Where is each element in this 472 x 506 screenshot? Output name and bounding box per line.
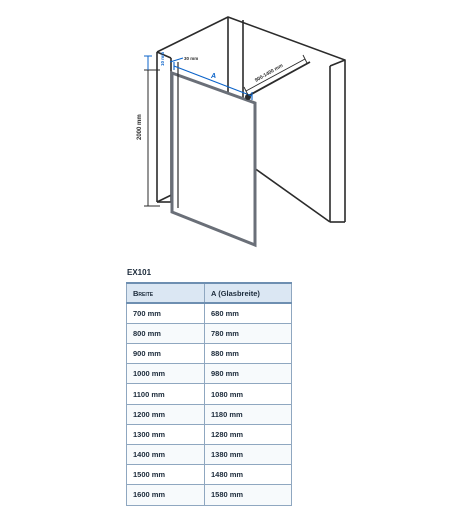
cell-glass-width: 1180 mm [205, 404, 292, 424]
cell-width: 1500 mm [127, 465, 205, 485]
table-row [127, 323, 292, 343]
cell-width: 1100 mm [127, 384, 205, 404]
height-dimension-label: 2000 mm [137, 114, 143, 140]
column-header-glass-width: A (Glasbreite) [205, 283, 292, 303]
table-row [127, 344, 292, 364]
top-gap-dimension-label: 30 mm [184, 56, 199, 61]
model-code: EX101 [127, 268, 152, 277]
table-row [127, 303, 292, 323]
cell-width: 1400 mm [127, 445, 205, 465]
table-row [127, 424, 292, 444]
cell-glass-width: 1280 mm [205, 424, 292, 444]
cell-width: 1300 mm [127, 424, 205, 444]
cell-glass-width: 780 mm [205, 323, 292, 343]
cell-glass-width: 1480 mm [205, 465, 292, 485]
cell-glass-width: 980 mm [205, 364, 292, 384]
table-header-row [127, 283, 292, 303]
table-row [127, 364, 292, 384]
cell-width: 900 mm [127, 344, 205, 364]
top-small-dimension-label: 10 mm [160, 51, 165, 66]
cell-glass-width: 680 mm [205, 303, 292, 323]
cell-width: 1000 mm [127, 364, 205, 384]
table-row [127, 404, 292, 424]
rod-length-dimension [244, 55, 307, 95]
cell-glass-width: 1080 mm [205, 384, 292, 404]
top-gap-dimension [170, 58, 183, 62]
cell-width: 1600 mm [127, 485, 205, 505]
column-header-width: Breite [127, 283, 205, 303]
cell-glass-width: 880 mm [205, 344, 292, 364]
table-row [127, 485, 292, 505]
table-row [127, 465, 292, 485]
size-table [126, 282, 292, 506]
cell-glass-width: 1380 mm [205, 445, 292, 465]
table-row [127, 384, 292, 404]
glass-panel [172, 73, 255, 245]
glass-width-dimension-label: A [211, 73, 217, 80]
cell-width: 800 mm [127, 323, 205, 343]
table-row [127, 445, 292, 465]
cell-glass-width: 1580 mm [205, 485, 292, 505]
cell-width: 1200 mm [127, 404, 205, 424]
rod-length-dimension-label: 900-1400 mm [254, 62, 285, 84]
cell-width: 700 mm [127, 303, 205, 323]
